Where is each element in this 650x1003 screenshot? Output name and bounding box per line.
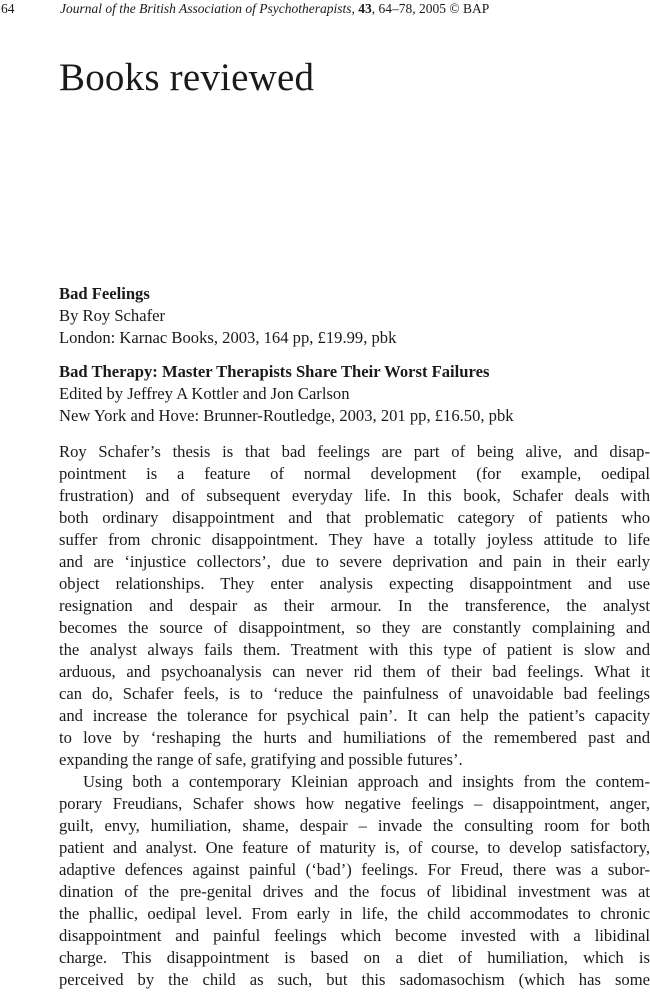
book-publication: New York and Hove: Brunner-Routledge, 2003, 201 pp, £16.50, pbk bbox=[59, 406, 514, 425]
review-line: can do, Schafer feels, is to ‘reduce the painfulness of unavoidable bad feelings bbox=[59, 684, 650, 703]
review-line: dination of the pre-genital drives and the focus of libidinal investment was at bbox=[59, 882, 650, 901]
book-author: Edited by Jeffrey A Kottler and Jon Carlson bbox=[59, 384, 350, 403]
review-line: porary Freudians, Schafer shows how negative feelings – disappointment, anger, bbox=[59, 794, 650, 813]
review-line: to love by ‘reshaping the hurts and humiliations of the remembered past and bbox=[59, 728, 650, 747]
journal-pages-year: , 64–78, 2005 bbox=[371, 1, 446, 16]
review-line: and are ‘injustice collectors’, due to severe deprivation and pain in their early bbox=[59, 552, 650, 571]
review-line: the analyst always fails them. Treatment with this type of patient is slow and bbox=[59, 640, 650, 659]
review-line: the phallic, oedipal level. From early in life, the child accommodates to chronic bbox=[59, 904, 650, 923]
book-publication: London: Karnac Books, 2003, 164 pp, £19.99, pbk bbox=[59, 328, 397, 347]
review-line: object relationships. They enter analysis expecting disappointment and use bbox=[59, 574, 650, 593]
review-content bbox=[59, 283, 650, 991]
review-body bbox=[59, 441, 650, 991]
review-line: adaptive defences against painful (‘bad’) feelings. For Freud, there was a subor- bbox=[59, 860, 650, 879]
review-line: and increase the tolerance for psychical pain’. It can help the patient’s capacity bbox=[59, 706, 650, 725]
review-line: charge. This disappointment is based on a diet of humiliation, which is bbox=[59, 948, 650, 967]
review-line: Using both a contemporary Kleinian approach and insights from the contem- bbox=[83, 772, 650, 791]
review-line: becomes the source of disappointment, so they are constantly complaining and bbox=[59, 618, 650, 637]
review-line: patient and analyst. One feature of maturity is, of course, to develop satisfactory, bbox=[59, 838, 650, 857]
journal-title: Journal of the British Association of Psychotherapists, bbox=[60, 1, 355, 16]
review-line: arduous, and psychoanalysis can never rid them of their bad feelings. What it bbox=[59, 662, 650, 681]
review-line: pointment is a feature of normal development (for example, oedipal bbox=[59, 464, 650, 483]
journal-volume: 43 bbox=[358, 1, 372, 16]
journal-copyright: © BAP bbox=[449, 1, 490, 16]
review-line: suffer from chronic disappointment. They have a totally joyless attitude to life bbox=[59, 530, 650, 549]
section-title: Books reviewed bbox=[59, 56, 315, 99]
review-line: both ordinary disappointment and that problematic category of patients who bbox=[59, 508, 650, 527]
review-line: resignation and despair as their armour. In the transference, the analyst bbox=[59, 596, 650, 615]
book-title: Bad Feelings bbox=[59, 284, 150, 303]
review-line: Roy Schafer’s thesis is that bad feelings are part of being alive, and disap- bbox=[59, 442, 650, 461]
book-author: By Roy Schafer bbox=[59, 306, 165, 325]
book-entry bbox=[59, 361, 650, 427]
review-line: guilt, envy, humiliation, shame, despair – invade the consulting room for both bbox=[59, 816, 650, 835]
book-entry bbox=[59, 283, 650, 349]
review-line: frustration) and of subsequent everyday life. In this book, Schafer deals with bbox=[59, 486, 650, 505]
page-number: 64 bbox=[1, 1, 15, 16]
review-line: perceived by the child as such, but this sadomasochism (which has some bbox=[59, 970, 650, 989]
running-head bbox=[0, 0, 650, 18]
review-line: disappointment and painful feelings which become invested with a libidinal bbox=[59, 926, 650, 945]
journal-citation bbox=[60, 0, 489, 18]
review-line: expanding the range of safe, gratifying and possible futures’. bbox=[59, 750, 463, 769]
book-title: Bad Therapy: Master Therapists Share Their Worst Failures bbox=[59, 362, 490, 381]
